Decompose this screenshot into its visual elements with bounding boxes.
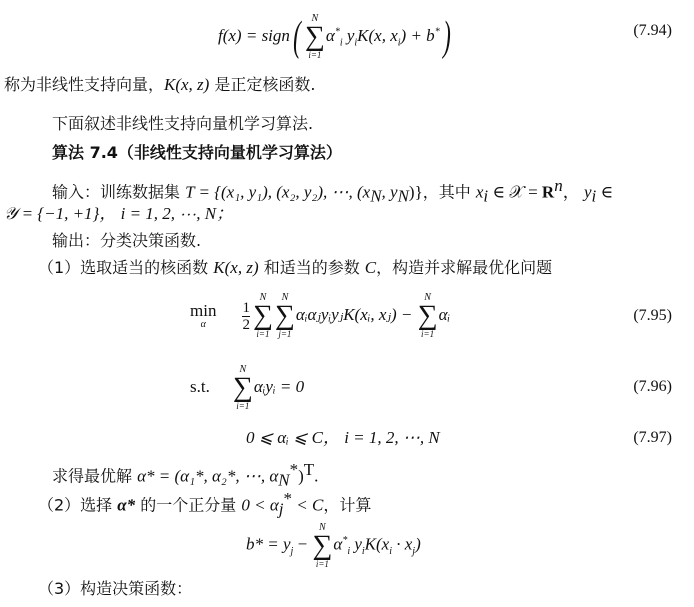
input-line-2 — [4, 203, 233, 225]
optimal-alpha-sub: N — [278, 470, 290, 490]
set-mid: , y — [381, 182, 398, 202]
step2-cond-sub: j — [278, 499, 284, 519]
half-numerator: 1 — [242, 299, 250, 316]
bias-alpha: α — [333, 534, 343, 554]
equation-7-96 — [190, 364, 304, 411]
step-3: （3）构造决策函数： — [38, 579, 193, 598]
bias-sup: * — [434, 26, 440, 38]
step1-mid: 和适当的参数 — [258, 258, 365, 277]
equation-bias — [246, 516, 421, 577]
step1-text: （1）选取适当的核函数 — [38, 258, 214, 277]
sum-alpha — [418, 293, 438, 339]
paragraph-intro: 下面叙述非线性支持向量机学习算法. — [52, 114, 314, 133]
training-set: T = {(x₁, y₁), (x₂, y₂), ⋯, (x — [185, 182, 371, 202]
real-space: R — [541, 182, 555, 202]
sum-constraint-bottom: i=1 — [236, 401, 250, 412]
set-sub-n2: N — [397, 186, 409, 206]
label-space: 𝒴 = {−1, +1} — [4, 204, 100, 223]
bias-term: ) + b — [400, 25, 435, 45]
bias-kernel-sub2: j — [412, 546, 416, 558]
solve-text: 求得最优解 — [52, 466, 138, 486]
equation-number-7-96: (7.96) — [633, 378, 672, 395]
alpha-sup: * — [334, 26, 340, 38]
equation-7-95 — [190, 290, 450, 340]
step2-alpha: α* — [117, 495, 136, 515]
optimal-alpha-sup: * — [289, 460, 299, 479]
yi-sub: i — [591, 186, 597, 206]
bias-kernel: K(x — [364, 534, 390, 554]
sum-bias — [312, 523, 332, 569]
sigma-j: ∑ — [274, 300, 295, 332]
step-1 — [38, 257, 552, 279]
sum-i — [253, 293, 273, 339]
sigma-bias: ∑ — [312, 529, 333, 561]
kernel-kxz: K(x, z) — [164, 75, 210, 94]
alpha-sum-term: αᵢ — [438, 305, 451, 324]
index-range: ， i = 1, 2, ⋯, N； — [99, 204, 234, 223]
sum-operator — [305, 14, 325, 60]
step1-c: C — [364, 258, 377, 277]
yi: y — [583, 182, 592, 202]
in-symbol: ∈ — [596, 182, 614, 202]
real-space-sup: n — [554, 176, 563, 195]
solve-period: . — [314, 466, 319, 486]
min-operator — [190, 302, 216, 330]
min-sub: α — [200, 319, 206, 331]
min-text: min — [190, 301, 217, 321]
step2-mid: 的一个正分量 — [135, 495, 242, 515]
bias-alpha-sup: * — [342, 535, 348, 546]
bias-lhs: b* = y — [246, 534, 291, 554]
sigma-constraint: ∑ — [232, 372, 253, 404]
sigma-alpha: ∑ — [417, 300, 438, 332]
alpha: α — [325, 25, 335, 45]
equation-number-7-95: (7.95) — [633, 307, 672, 324]
set-sub-n: N — [370, 186, 382, 206]
half-denominator: 2 — [242, 316, 250, 333]
y-term: y — [342, 25, 355, 45]
step2-condition: 0 < α — [241, 495, 279, 515]
transpose: T — [303, 460, 315, 479]
optimal-alpha-end: ) — [298, 466, 304, 486]
alpha-sub: i — [339, 37, 343, 49]
kernel-sub: i — [397, 37, 401, 49]
called-text: 称为非线性支持向量， — [4, 75, 165, 94]
equation-number-7-94: (7.94) — [633, 22, 672, 39]
paragraph-called — [4, 74, 316, 96]
bias-minus: − — [293, 534, 312, 554]
sum-j-bottom: j=1 — [278, 329, 292, 340]
bias-kernel-sub1: i — [389, 546, 392, 558]
sum-bias-top: N — [319, 521, 326, 533]
sigma-symbol: ∑ — [304, 21, 325, 52]
sum-i-bottom: i=1 — [256, 329, 270, 340]
sum-alpha-top: N — [424, 292, 431, 304]
comma: ， — [562, 182, 584, 202]
step2-tail: ，计算 — [323, 495, 372, 515]
sigma-i: ∑ — [252, 300, 273, 332]
sum-j-top: N — [281, 292, 289, 304]
bias-y-sub: i — [361, 546, 365, 558]
step1-tail: ，构造并求解最优化问题 — [376, 258, 553, 277]
where-text: ，其中 — [422, 182, 476, 202]
bias-kernel-end: ) — [415, 534, 421, 554]
in-space: ∈ 𝒳 = — [488, 182, 542, 202]
sum-alpha-bottom: i=1 — [421, 329, 435, 340]
set-end: )} — [408, 182, 423, 202]
bias-kernel-dot: · x — [392, 534, 413, 554]
equality-constraint: αᵢyᵢ = 0 — [253, 377, 305, 396]
sum-i-top: N — [259, 292, 267, 304]
one-half-fraction — [242, 300, 250, 333]
input-label: 输入：训练数据集 — [52, 182, 186, 202]
called-tail: 是正定核函数. — [209, 75, 316, 94]
box-constraint: 0 ⩽ αᵢ ⩽ C， i = 1, 2, ⋯, N — [246, 428, 440, 447]
optimal-alpha: α* = (α₁*, α₂*, ⋯, α — [137, 466, 279, 486]
subject-to: s.t. — [190, 377, 210, 396]
bias-alpha-sub: i — [347, 546, 351, 558]
equation-7-97 — [246, 427, 440, 449]
algorithm-title: 算法 7.4（非线性支持向量机学习算法） — [52, 143, 342, 162]
left-paren: ( — [293, 14, 301, 60]
bias-y: y — [350, 534, 362, 554]
step1-kernel: K(x, z) — [213, 258, 259, 277]
sum-top: N — [311, 13, 319, 24]
right-paren: ) — [442, 14, 451, 60]
sum-constraint-top: N — [239, 364, 247, 376]
equation-number-7-97: (7.97) — [633, 429, 672, 446]
dual-objective-body: αᵢαⱼyᵢyⱼK(xᵢ, xⱼ) − — [295, 305, 417, 324]
solve-line — [52, 459, 318, 492]
sum-constraint — [233, 365, 253, 411]
y-sub: i — [354, 37, 358, 49]
xi-sub: i — [483, 186, 489, 206]
output-line: 输出：分类决策函数. — [52, 231, 202, 250]
sum-j — [275, 293, 295, 339]
step2-text: （2）选择 — [38, 495, 118, 515]
kernel-term: K(x, x — [357, 25, 398, 45]
eq-lhs: f(x) = sign — [218, 25, 290, 45]
sum-bottom: i=1 — [308, 50, 322, 60]
step2-cond-sup: * — [283, 489, 293, 508]
step2-cond-end: < C — [292, 495, 324, 515]
bias-lhs-sub: j — [290, 546, 294, 558]
xi: x — [475, 182, 484, 202]
equation-7-94 — [218, 14, 454, 60]
sum-bias-bottom: i=1 — [315, 558, 329, 569]
